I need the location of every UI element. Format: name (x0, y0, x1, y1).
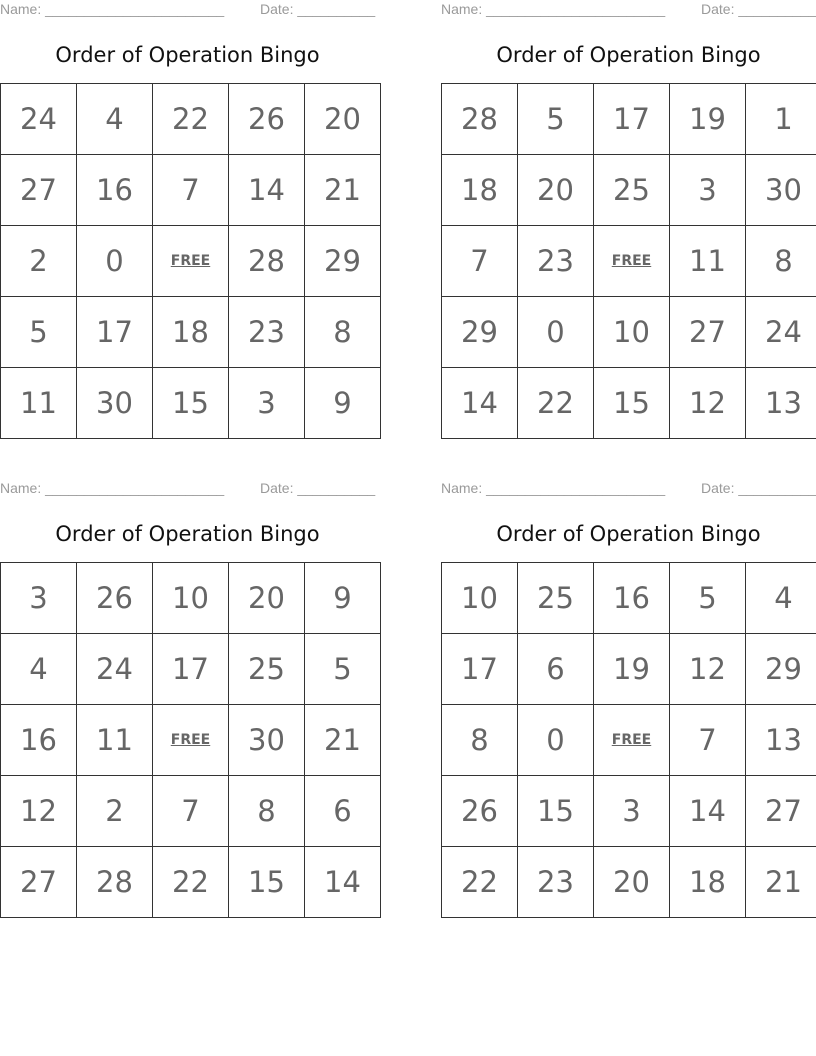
card-header (441, 1, 816, 19)
bingo-cell: 14 (670, 776, 746, 847)
bingo-cell: 28 (442, 84, 518, 155)
bingo-cell: 11 (77, 705, 153, 776)
bingo-cell: 3 (1, 563, 77, 634)
bingo-cell: 15 (153, 368, 229, 439)
bingo-cell: 21 (746, 847, 816, 918)
date-line: Date: __________ (701, 480, 816, 496)
bingo-cell: 4 (1, 634, 77, 705)
bingo-cell: 3 (670, 155, 746, 226)
bingo-cell: 27 (670, 297, 746, 368)
bingo-cell: 8 (229, 776, 305, 847)
bingo-cell: 8 (746, 226, 816, 297)
grid-row (442, 297, 816, 368)
free-space-cell: FREE (594, 226, 670, 297)
bingo-cell: 15 (518, 776, 594, 847)
grid-row (442, 634, 816, 705)
bingo-cell: 22 (153, 847, 229, 918)
bingo-grid (0, 562, 381, 918)
bingo-cell: 27 (1, 847, 77, 918)
bingo-cell: 25 (594, 155, 670, 226)
bingo-cell: 14 (229, 155, 305, 226)
name-line: Name: _______________________ (441, 1, 666, 17)
bingo-cell: 16 (594, 563, 670, 634)
card-title: Order of Operation Bingo (496, 522, 761, 546)
grid-row (1, 226, 381, 297)
bingo-cell: 7 (670, 705, 746, 776)
bingo-cell: 18 (442, 155, 518, 226)
bingo-cell: 22 (518, 368, 594, 439)
bingo-cell: 9 (305, 563, 381, 634)
bingo-cell: 5 (518, 84, 594, 155)
grid-row (442, 368, 816, 439)
free-space-cell: FREE (153, 226, 229, 297)
bingo-cell: 7 (153, 776, 229, 847)
bingo-cell: 5 (670, 563, 746, 634)
bingo-cell: 7 (442, 226, 518, 297)
name-line: Name: _______________________ (441, 480, 666, 496)
bingo-cell: 25 (518, 563, 594, 634)
bingo-cell: 14 (442, 368, 518, 439)
bingo-cell: 17 (442, 634, 518, 705)
bingo-cell: 26 (229, 84, 305, 155)
bingo-cell: 18 (670, 847, 746, 918)
bingo-cell: 26 (442, 776, 518, 847)
bingo-cell: 10 (594, 297, 670, 368)
bingo-cell: 17 (77, 297, 153, 368)
bingo-cell: 2 (77, 776, 153, 847)
bingo-cell: 29 (746, 634, 816, 705)
bingo-cell: 30 (746, 155, 816, 226)
bingo-cell: 20 (229, 563, 305, 634)
grid-row (1, 297, 381, 368)
bingo-cell: 5 (1, 297, 77, 368)
bingo-cell: 24 (77, 634, 153, 705)
card-header (0, 480, 375, 498)
bingo-cell: 6 (518, 634, 594, 705)
bingo-cell: 5 (305, 634, 381, 705)
bingo-cell: 10 (442, 563, 518, 634)
free-space-cell: FREE (594, 705, 670, 776)
bingo-cell: 13 (746, 368, 816, 439)
grid-row (1, 155, 381, 226)
bingo-cell: 21 (305, 705, 381, 776)
bingo-cell: 12 (670, 368, 746, 439)
bingo-cell: 9 (305, 368, 381, 439)
bingo-cell: 21 (305, 155, 381, 226)
bingo-cell: 20 (594, 847, 670, 918)
card-title: Order of Operation Bingo (496, 43, 761, 67)
grid-row (442, 776, 816, 847)
bingo-cell: 23 (229, 297, 305, 368)
bingo-cell: 0 (518, 705, 594, 776)
bingo-cell: 12 (1, 776, 77, 847)
bingo-cell: 30 (229, 705, 305, 776)
date-line: Date: __________ (260, 480, 376, 496)
bingo-cell: 15 (229, 847, 305, 918)
card-title: Order of Operation Bingo (55, 522, 320, 546)
grid-row (442, 563, 816, 634)
bingo-cell: 11 (1, 368, 77, 439)
grid-row (442, 84, 816, 155)
bingo-cell: 29 (305, 226, 381, 297)
grid-row (442, 226, 816, 297)
grid-row (442, 155, 816, 226)
bingo-cell: 23 (518, 226, 594, 297)
grid-row (1, 368, 381, 439)
bingo-cell: 18 (153, 297, 229, 368)
bingo-cell: 26 (77, 563, 153, 634)
bingo-cell: 30 (77, 368, 153, 439)
bingo-cell: 17 (153, 634, 229, 705)
bingo-cell: 22 (442, 847, 518, 918)
bingo-cell: 27 (1, 155, 77, 226)
bingo-cell: 6 (305, 776, 381, 847)
bingo-cell: 0 (77, 226, 153, 297)
bingo-cell: 12 (670, 634, 746, 705)
bingo-cell: 8 (305, 297, 381, 368)
bingo-cell: 8 (442, 705, 518, 776)
card-header (0, 1, 375, 19)
grid-row (1, 634, 381, 705)
bingo-cell: 20 (305, 84, 381, 155)
bingo-cell: 28 (229, 226, 305, 297)
bingo-cell: 15 (594, 368, 670, 439)
bingo-cell: 0 (518, 297, 594, 368)
grid-row (1, 776, 381, 847)
bingo-cell: 22 (153, 84, 229, 155)
bingo-cell: 19 (670, 84, 746, 155)
bingo-cell: 28 (77, 847, 153, 918)
bingo-cell: 4 (77, 84, 153, 155)
bingo-cell: 17 (594, 84, 670, 155)
bingo-cell: 16 (77, 155, 153, 226)
bingo-cell: 20 (518, 155, 594, 226)
card-header (441, 480, 816, 498)
name-line: Name: _______________________ (0, 480, 225, 496)
card-title: Order of Operation Bingo (55, 43, 320, 67)
bingo-cell: 27 (746, 776, 816, 847)
bingo-cell: 3 (594, 776, 670, 847)
bingo-cell: 14 (305, 847, 381, 918)
bingo-cell: 7 (153, 155, 229, 226)
bingo-cell: 3 (229, 368, 305, 439)
free-space-cell: FREE (153, 705, 229, 776)
grid-row (1, 705, 381, 776)
grid-row (1, 563, 381, 634)
bingo-grid (441, 562, 816, 918)
bingo-cell: 4 (746, 563, 816, 634)
bingo-cell: 2 (1, 226, 77, 297)
bingo-cell: 29 (442, 297, 518, 368)
bingo-cell: 23 (518, 847, 594, 918)
name-line: Name: _______________________ (0, 1, 225, 17)
bingo-cell: 1 (746, 84, 816, 155)
bingo-cell: 10 (153, 563, 229, 634)
grid-row (1, 84, 381, 155)
bingo-cell: 25 (229, 634, 305, 705)
bingo-cell: 11 (670, 226, 746, 297)
bingo-cell: 24 (1, 84, 77, 155)
grid-row (1, 847, 381, 918)
bingo-grid (441, 83, 816, 439)
bingo-grid (0, 83, 381, 439)
date-line: Date: __________ (260, 1, 376, 17)
date-line: Date: __________ (701, 1, 816, 17)
grid-row (442, 705, 816, 776)
bingo-cell: 13 (746, 705, 816, 776)
grid-row (442, 847, 816, 918)
bingo-cell: 19 (594, 634, 670, 705)
bingo-cell: 24 (746, 297, 816, 368)
bingo-cell: 16 (1, 705, 77, 776)
